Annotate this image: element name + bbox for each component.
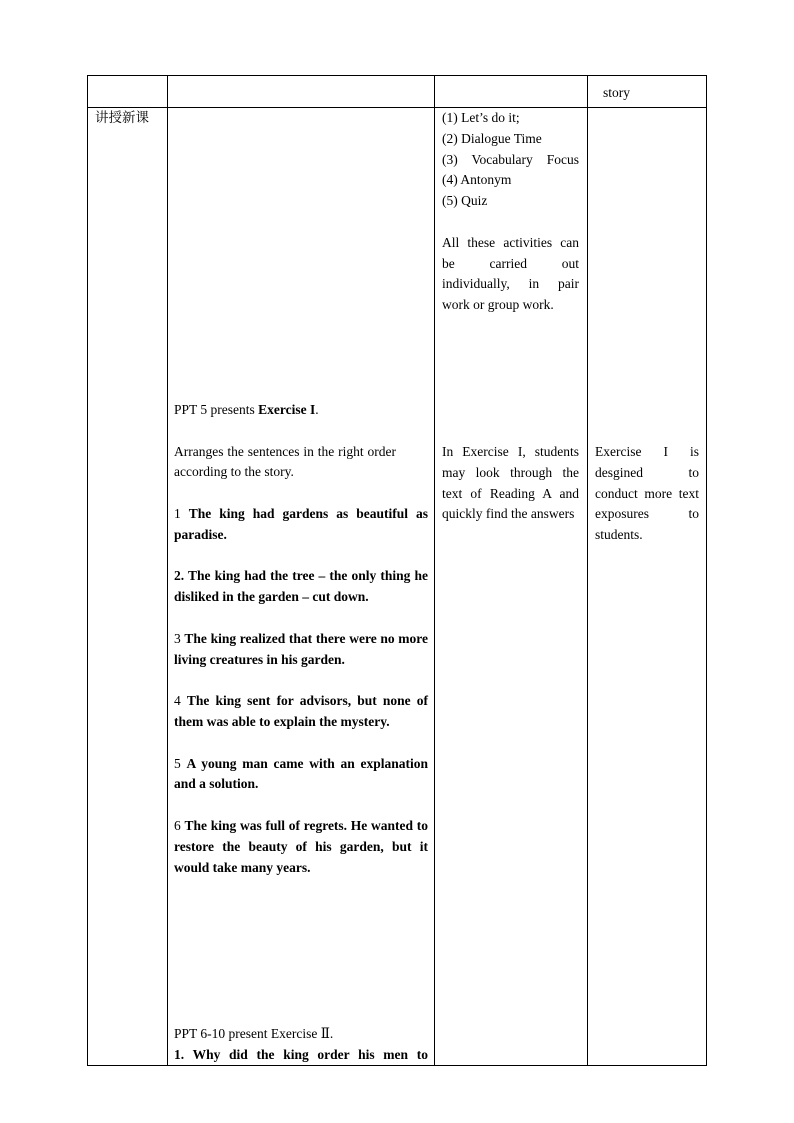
- instruction-text: Arranges the sentences in the right order according to the story.: [174, 443, 396, 480]
- question-1: 1. Why did the king order his men to: [174, 1046, 428, 1062]
- activity-item-3: (3) Vocabulary Focus: [442, 151, 579, 167]
- ppt6-heading: PPT 6-10 present Exercise Ⅱ.: [174, 1026, 334, 1041]
- ppt5-heading: PPT 5 presents Exercise I.: [174, 402, 319, 417]
- ppt5-cell: [174, 400, 428, 899]
- activities-cell: [442, 108, 579, 316]
- table-left-border: [87, 75, 88, 1066]
- exercise-i-label: Exercise I: [258, 402, 316, 417]
- sentence-item-1: 1 The king had gardens as beautiful as paradise.: [174, 505, 429, 542]
- table-top-border: [87, 75, 707, 76]
- column-divider-3: [587, 75, 588, 1066]
- sentence-item-6: 6 The king was full of regrets. He wanted to restore the beauty of his garden, but it would take many years.: [174, 817, 429, 875]
- row-label-text: 讲授新课: [95, 110, 149, 126]
- row-label-cell: [95, 108, 149, 129]
- table-right-border: [706, 75, 707, 1066]
- sentence-item-5: 5 A young man came with an explanation and a solution.: [174, 755, 429, 792]
- header-story-cell: [603, 83, 630, 104]
- header-row-bottom-border: [87, 107, 707, 108]
- activity-item-2: (2) Dialogue Time: [442, 130, 542, 146]
- header-story-text: story: [603, 85, 630, 100]
- exercise-i-purpose-note: Exercise I is desgined to conduct more text exposures to students.: [595, 444, 699, 543]
- ppt6-cell: [174, 1024, 428, 1066]
- exercise-i-teacher-note: In Exercise I, students may look through the text of Reading A and quickly find the answers: [442, 444, 579, 522]
- activity-item-5: (5) Quiz: [442, 193, 488, 209]
- activity-item-1: (1) Let’s do it;: [442, 110, 520, 125]
- sentence-item-2: 2. The king had the tree – the only thing he disliked in the garden – cut down.: [174, 568, 428, 605]
- column-divider-1: [167, 75, 168, 1066]
- activities-note: All these activities can be carried out individually, in pair work or group work.: [442, 234, 579, 313]
- sentence-item-3: 3 The king realized that there were no more living creatures in his garden.: [174, 630, 429, 667]
- sentence-list: [174, 504, 428, 878]
- activity-item-4: (4) Antonym: [442, 172, 512, 188]
- column-divider-2: [434, 75, 435, 1066]
- sentence-item-4: 4 The king sent for advisors, but none of them was able to explain the mystery.: [174, 693, 428, 729]
